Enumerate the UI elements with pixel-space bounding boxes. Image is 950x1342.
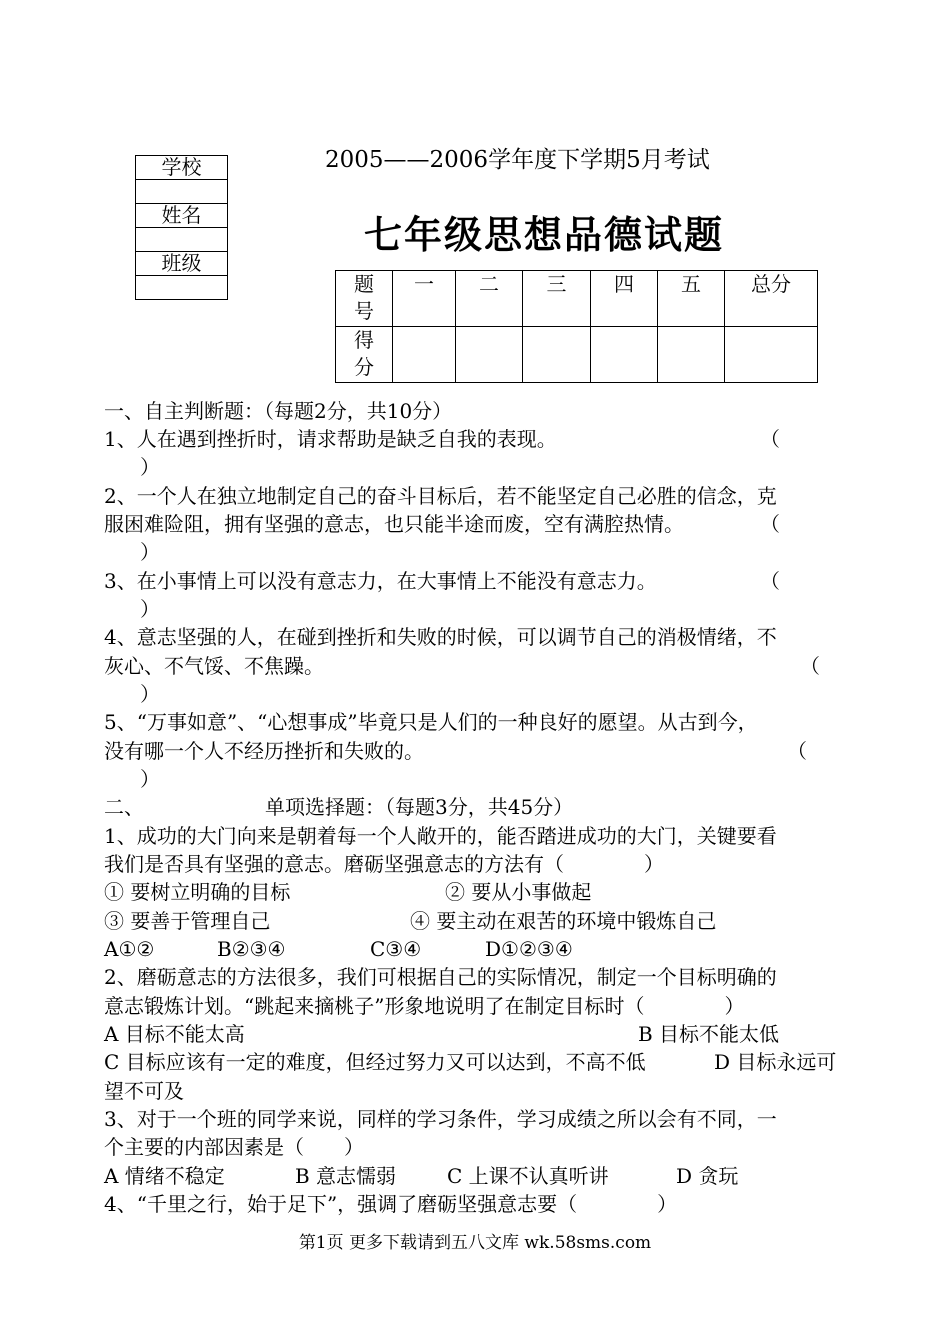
s2-q3-line1: 3、对于一个班的同学来说，同样的学习条件，学习成绩之所以会有不同，一 [104, 1107, 777, 1131]
score-cell-3[interactable] [523, 327, 591, 383]
s2-q1-line2: 我们是否具有坚强的意志。磨砺坚强意志的方法有（ ） [104, 852, 664, 876]
s1-q4-paren-close: ） [140, 682, 160, 706]
score-cell-4[interactable] [591, 327, 658, 383]
s1-q1-paren-open: （ [760, 427, 780, 451]
s2-q1-option-d[interactable]: D①②③④ [485, 937, 573, 961]
score-table [335, 270, 818, 383]
s1-q2-line2: 服困难险阻，拥有坚强的意志，也只能半途而废，空有满腔热情。 [104, 512, 684, 536]
exam-subtitle: 2005——2006学年度下学期5月考试 [325, 147, 710, 173]
s1-q4-paren-open: （ [800, 654, 820, 678]
s1-q3-paren-close: ） [140, 597, 160, 621]
s2-q1-option-b[interactable]: B②③④ [217, 937, 286, 961]
s2-q1-item1: ① 要树立明确的目标 [104, 880, 291, 904]
s1-q1: 1、人在遇到挫折时，请求帮助是缺乏自我的表现。 [104, 427, 557, 451]
s2-q1-item4: ④ 要主动在艰苦的环境中锻炼自己 [410, 909, 717, 933]
s1-q5-line2: 没有哪一个人不经历挫折和失败的。 [104, 739, 424, 763]
s2-q2-option-b[interactable]: B 目标不能太低 [638, 1022, 780, 1046]
name-label: 姓名 [136, 204, 227, 228]
exam-title: 七年级思想品德试题 [364, 213, 725, 257]
s2-q2-option-a[interactable]: A 目标不能太高 [104, 1022, 245, 1046]
s2-q2-option-c[interactable]: C 目标应该有一定的难度，但经过努力又可以达到，不高不低 [104, 1050, 646, 1074]
s2-q3-line2: 个主要的内部因素是（ ） [104, 1135, 364, 1159]
s2-q2-line2: 意志锻炼计划。“跳起来摘桃子”形象地说明了在制定目标时（ ） [104, 994, 745, 1018]
s2-q4: 4、“千里之行，始于足下”，强调了磨砺坚强意志要（ ） [104, 1192, 678, 1216]
col-header-3: 三 [523, 271, 591, 327]
s1-q1-paren-close: ） [140, 455, 160, 479]
section1-heading: 一、自主判断题：（每题2分，共10分） [104, 399, 453, 423]
s2-q1-option-a[interactable]: A①② [104, 937, 155, 961]
col-header-4: 四 [591, 271, 658, 327]
score-table-header-row [336, 271, 818, 327]
name-field[interactable] [136, 228, 227, 252]
score-cell-total[interactable] [725, 327, 818, 383]
s2-q2-option-d-cont: 望不可及 [104, 1079, 184, 1103]
s1-q2-line1: 2、一个人在独立地制定自己的奋斗目标后，若不能坚定自己必胜的信念，克 [104, 484, 777, 508]
s1-q3-paren-open: （ [760, 569, 780, 593]
school-label: 学校 [136, 156, 227, 180]
s1-q2-paren-open: （ [760, 512, 780, 536]
score-header: 得分 [336, 327, 393, 383]
s1-q4-line1: 4、意志坚强的人，在碰到挫折和失败的时候，可以调节自己的消极情绪，不 [104, 625, 777, 649]
score-cell-5[interactable] [658, 327, 725, 383]
s1-q3: 3、在小事情上可以没有意志力，在大事情上不能没有意志力。 [104, 569, 657, 593]
s2-q1-item2: ② 要从小事做起 [445, 880, 592, 904]
class-field[interactable] [136, 276, 227, 300]
s2-q1-line1: 1、成功的大门向来是朝着每一个人敞开的，能否踏进成功的大门，关键要看 [104, 824, 777, 848]
s2-q2-line1: 2、磨砺意志的方法很多，我们可根据自己的实际情况，制定一个目标明确的 [104, 965, 777, 989]
score-table-score-row [336, 327, 818, 383]
s2-q3-option-c[interactable]: C 上课不认真听讲 [447, 1164, 609, 1188]
s2-q3-option-d[interactable]: D 贪玩 [676, 1164, 739, 1188]
section2-heading: 单项选择题：（每题3分，共45分） [265, 795, 574, 819]
student-info-box [135, 155, 228, 300]
score-cell-1[interactable] [393, 327, 456, 383]
s1-q5-paren-close: ） [140, 767, 160, 791]
s2-q1-option-c[interactable]: C③④ [370, 937, 422, 961]
school-field[interactable] [136, 180, 227, 204]
section2-heading-number: 二、 [104, 795, 144, 819]
page-footer: 第1页 更多下载请到五八文库 wk.58sms.com [298, 1233, 652, 1253]
s2-q3-option-a[interactable]: A 情绪不稳定 [104, 1164, 225, 1188]
col-header-2: 二 [456, 271, 523, 327]
col-header-1: 一 [393, 271, 456, 327]
class-label: 班级 [136, 252, 227, 276]
s2-q2-option-d[interactable]: D 目标永远可 [714, 1050, 837, 1074]
col-header-5: 五 [658, 271, 725, 327]
s1-q2-paren-close: ） [140, 540, 160, 564]
s1-q5-paren-open: （ [787, 739, 807, 763]
s2-q3-option-b[interactable]: B 意志懦弱 [295, 1164, 397, 1188]
question-number-header: 题号 [336, 271, 393, 327]
s1-q4-line2: 灰心、不气馁、不焦躁。 [104, 654, 324, 678]
s1-q5-line1: 5、“万事如意”、“心想事成”毕竟只是人们的一种良好的愿望。从古到今， [104, 710, 758, 734]
col-header-total: 总分 [725, 271, 818, 327]
score-cell-2[interactable] [456, 327, 523, 383]
s2-q1-item3: ③ 要善于管理自己 [104, 909, 271, 933]
